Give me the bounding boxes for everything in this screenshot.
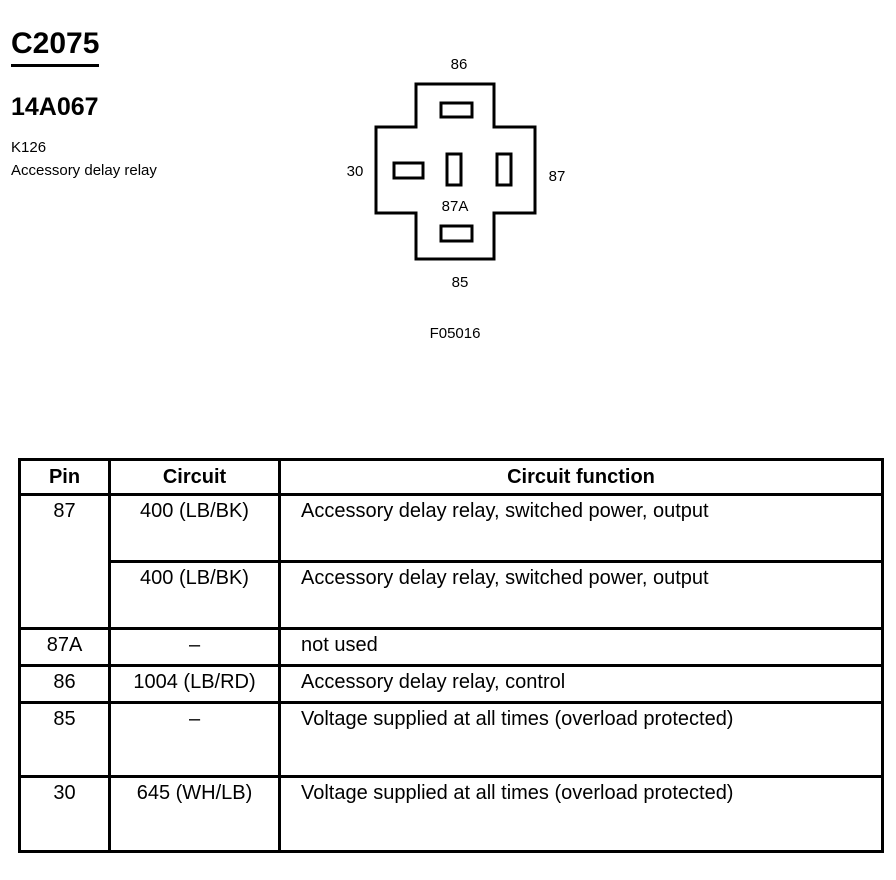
terminal-30 [394, 163, 423, 178]
component-name: Accessory delay relay [11, 162, 157, 179]
table-header-row [20, 460, 883, 495]
pin-cell: 87A [20, 629, 110, 666]
header-circuit: Circuit [110, 460, 280, 495]
circuit-cell: 1004 (LB/RD) [110, 666, 280, 703]
function-cell: not used [280, 629, 883, 666]
terminal-85 [441, 226, 472, 241]
pin-cell: 87 [20, 495, 110, 629]
pin-label-87: 87 [548, 168, 566, 185]
pin-table [18, 458, 884, 853]
terminal-87a [447, 154, 461, 185]
function-cell: Voltage supplied at all times (overload protected) [280, 777, 883, 852]
table-row [20, 666, 883, 703]
header-circuit-function: Circuit function [280, 460, 883, 495]
circuit-cell: 400 (LB/BK) [110, 495, 280, 562]
pin-label-87a: 87A [441, 198, 469, 215]
table-row [20, 777, 883, 852]
pin-label-86: 86 [450, 56, 468, 73]
component-code: K126 [11, 139, 47, 156]
part-number: 14A067 [11, 93, 99, 121]
table-row [20, 629, 883, 666]
function-cell: Accessory delay relay, switched power, output [280, 495, 883, 562]
circuit-cell: 400 (LB/BK) [110, 562, 280, 629]
table-row [20, 495, 883, 562]
pin-label-30: 30 [346, 163, 364, 180]
terminal-86 [441, 103, 472, 117]
pin-label-85: 85 [451, 274, 469, 291]
table-row [20, 703, 883, 777]
circuit-cell: – [110, 703, 280, 777]
function-cell: Accessory delay relay, switched power, output [280, 562, 883, 629]
pin-cell: 85 [20, 703, 110, 777]
connector-id: C2075 [11, 26, 99, 67]
function-cell: Accessory delay relay, control [280, 666, 883, 703]
header-pin: Pin [20, 460, 110, 495]
circuit-cell: 645 (WH/LB) [110, 777, 280, 852]
pin-cell: 86 [20, 666, 110, 703]
table-row [20, 562, 883, 629]
pin-cell: 30 [20, 777, 110, 852]
figure-code: F05016 [429, 325, 481, 342]
function-cell: Voltage supplied at all times (overload protected) [280, 703, 883, 777]
terminal-87 [497, 154, 511, 185]
circuit-cell: – [110, 629, 280, 666]
